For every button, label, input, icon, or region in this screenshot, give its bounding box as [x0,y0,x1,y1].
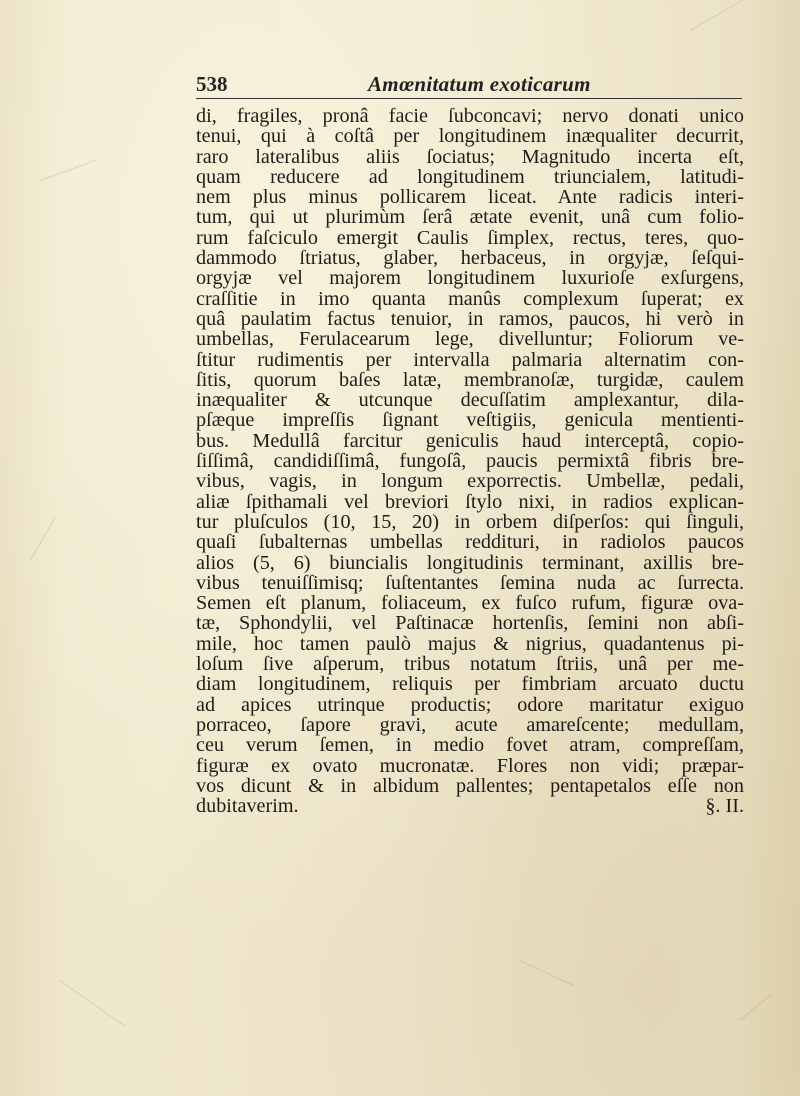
text-line: inæqualiter & utcunque decuſſatim amplexantur, dila- [196,389,744,412]
last-line [196,796,744,816]
text-line: ſtitur rudimentis per intervalla palmaria alternatim con- [196,348,744,371]
text-line: pſæque impreſſis ſignant veſtigiis, genicula mentienti- [196,409,744,432]
text-line: alios (5, 6) biuncialis longitudinis terminant, axillis bre- [196,551,744,574]
text-line: quâ paulatim factus tenuior, in ramos, paucos, hi verò in [196,307,744,330]
body-text [196,106,744,816]
text-line: quam reducere ad longitudinem triuncialem, latitudi- [196,165,744,188]
text-line: tum, qui ut plurimùm ſerâ ætate evenit, unâ cum folio- [196,206,744,229]
text-line: diam longitudinem, reliquis per fimbriam arcuato ductu [196,673,744,696]
text-line: nem plus minus pollicarem liceat. Ante radicis interi- [196,186,744,209]
text-line: bus. Medullâ farcitur geniculis haud interceptâ, copio- [196,429,744,452]
page-header [196,70,744,106]
text-line: tur pluſculos (10, 15, 20) in orbem diſperſos: qui ſinguli, [196,510,744,533]
header-rule [196,98,742,99]
text-line: mile, hoc tamen paulò majus & nigrius, quadantenus pi- [196,632,744,655]
paper-fiber [30,517,56,561]
text-line: porraceo, ſapore gravi, acute amareſcente; medullam, [196,713,744,736]
paper-fiber [740,994,771,1020]
text-line: tæ, Sphondylii, vel Paſtinacæ hortenſis, ſemini non abſi- [196,612,744,635]
text-line: quaſi ſubalternas umbellas reddituri, in radiolos paucos [196,531,744,554]
text-line: rum faſciculo emergit Caulis ſimplex, rectus, teres, quo- [196,226,744,249]
text-line: tenui, qui à coſtâ per longitudinem inæqualiter decurrit, [196,125,744,148]
catchword: §. II. [705,795,744,818]
running-head: Amœnitatum exoticarum [368,72,591,96]
paper-fiber [40,159,97,180]
text-line: Semen eſt planum, foliaceum, ex fuſco rufum, figuræ ova- [196,592,744,615]
text-line: loſum ſive aſperum, tribus notatum ſtriis, unâ per me- [196,653,744,676]
text-line: dubitaverim. [196,795,299,818]
paper-fiber [520,960,575,986]
text-line: craſſitie in imo quanta manûs complexum ſuperat; ex [196,287,744,310]
text-line: vibus tenuiſſimisq; ſuſtentantes ſemina nuda ac ſurrecta. [196,571,744,594]
text-line: raro lateralibus aliis ſociatus; Magnitudo incerta eſt, [196,145,744,168]
text-line: vos dicunt & in albidum pallentes; pentapetalos eſſe non [196,774,744,797]
text-line: aliæ ſpithamali vel breviori ſtylo nixi, in radios explican- [196,490,744,513]
text-line: ad apices utrinque productis; odore maritatur exiguo [196,693,744,716]
text-line: dammodo ſtriatus, glaber, herbaceus, in orgyjæ, ſeſqui- [196,247,744,270]
text-line: orgyjæ vel majorem longitudinem luxurioſe exſurgens, [196,267,744,290]
text-line: ſiſſimâ, candidiſſimâ, fungoſâ, paucis permixtâ fibris bre- [196,450,744,473]
text-line: vibus, vagis, in longum exporrectis. Umbellæ, pedali, [196,470,744,493]
paper-fiber [690,0,751,31]
text-line: ſitis, quorum baſes latæ, membranoſæ, turgidæ, caulem [196,368,744,391]
text-line: figuræ ex ovato mucronatæ. Flores non vidi; præpar- [196,754,744,777]
paper-fiber [59,980,125,1027]
page-number: 538 [196,72,228,96]
text-line: di, fragiles, pronâ facie ſubconcavi; nervo donati unico [196,105,744,127]
text-line: umbellas, Ferulacearum lege, divelluntur; Foliorum ve- [196,328,744,351]
text-line: ceu verum ſemen, in medio fovet atram, compreſſam, [196,734,744,757]
